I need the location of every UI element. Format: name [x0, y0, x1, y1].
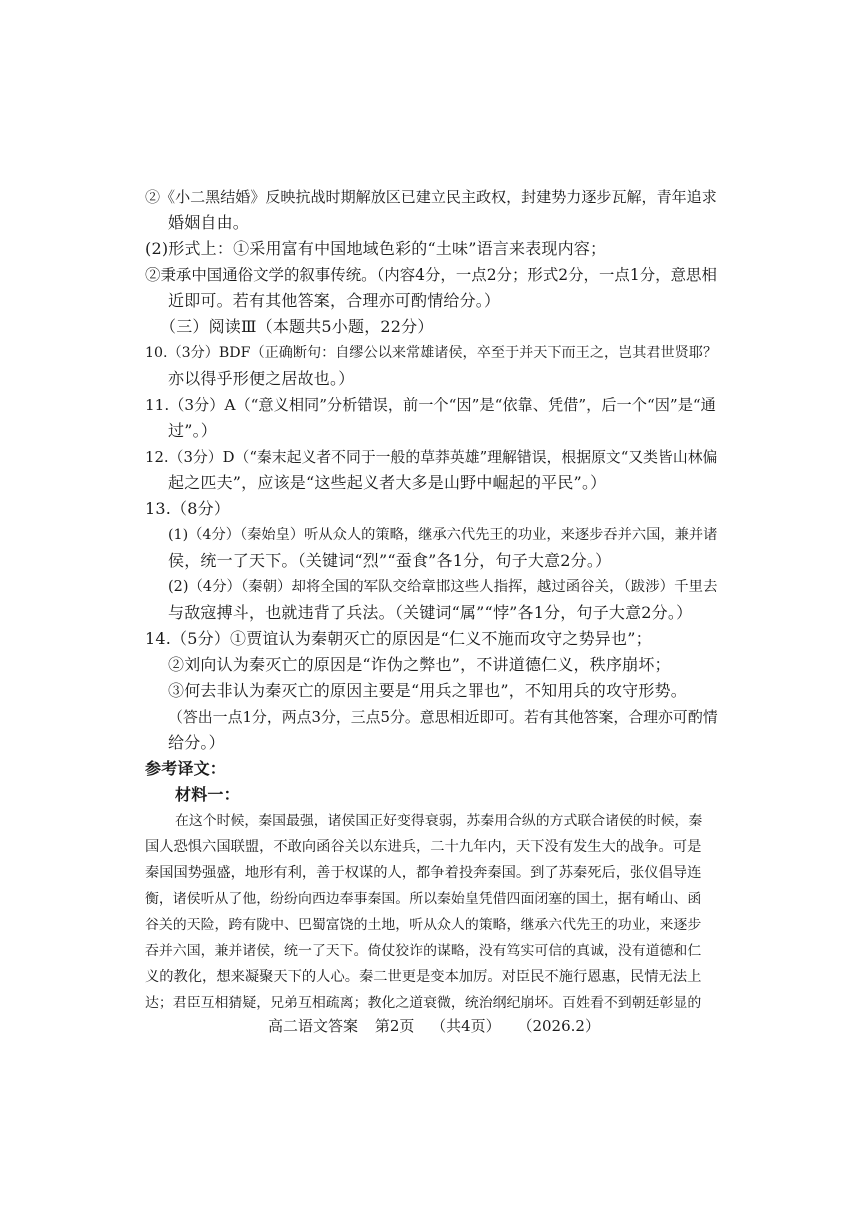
- translation-heading: 参考译文：: [145, 759, 227, 778]
- answer-line: 近即可。若有其他答案，合理亦可酌情给分。）: [168, 291, 501, 310]
- answer-line: ②秉承中国通俗文学的叙事传统。（内容4分，一点2分；形式2分，一点1分，意思相: [145, 266, 717, 284]
- translation-line: 秦国国势强盛，地形有利，善于权谋的人，都争着投奔秦国。到了苏秦死后，张仪倡导连: [145, 865, 702, 881]
- question-13-1: (1)（4分）（秦始皇）听从众人的策略，继承六代先王的功业，来逐步吞并六国，兼并诸: [168, 527, 718, 543]
- translation-line: 衡，诸侯听从了他，纷纷向西边奉事秦国。所以秦始皇凭借四面闭塞的国土，据有崤山、函: [145, 891, 702, 907]
- translation-line: 国人恐惧六国联盟，不敢向函谷关以东进兵，二十九年内，天下没有发生大的战争。可是: [145, 839, 702, 855]
- section-heading: （三）阅读Ⅲ（本题共5小题，22分）: [160, 317, 434, 336]
- question-13-2-cont: 与敌寇搏斗，也就违背了兵法。（关键词“属”“悖”各1分，句子大意2分。）: [168, 603, 693, 622]
- translation-line: 吞并六国，兼并诸侯，统一了天下。倚仗狡诈的谋略，没有笃实可信的真诚，没有道德和仁: [145, 943, 702, 959]
- question-14: 14.（5分）①贾谊认为秦朝灭亡的原因是“仁义不施而攻守之势异也”；: [145, 629, 652, 648]
- question-10: 10.（3分）BDF（正确断句：自缪公以来常雄诸侯，卒至于并天下而王之，岂其君世贤耶？: [145, 345, 718, 361]
- question-13-2: (2)（4分）（秦朝）却将全国的军队交给章邯这些人指挥，越过函谷关，（跋涉）千里去: [168, 579, 718, 595]
- translation-line: 达；君臣互相猜疑，兄弟互相疏离；教化之道衰微，统治纲纪崩坏。百姓看不到朝廷彰显的: [145, 995, 702, 1011]
- question-13: 13.（8分）: [145, 499, 231, 518]
- answer-line: (2)形式上：①采用富有中国地域色彩的“土味”语言来表现内容；: [145, 239, 607, 258]
- question-14-scoring: （答出一点1分，两点3分，三点5分。意思相近即可。若有其他答案，合理亦可酌情: [168, 708, 718, 726]
- footer-subject: 高二语文答案: [268, 1017, 359, 1035]
- material-label: 材料一：: [175, 785, 240, 804]
- question-11: 11.（3分）A（“意义相同”分析错误，前一个“因”是“依靠、凭借”，后一个“因”是“通: [145, 396, 716, 414]
- question-14-scoring-cont: 给分。）: [168, 733, 225, 752]
- answer-line: 婚姻自由。: [168, 213, 250, 232]
- question-11-cont: 过”。）: [168, 421, 217, 440]
- question-10-cont: 亦以得乎形便之居故也。）: [168, 369, 355, 388]
- question-12-cont: 起之匹夫”，应该是“这些起义者大多是山野中崛起的平民”。）: [168, 473, 607, 492]
- translation-line: 义的教化，想来凝聚天下的人心。秦二世更是变本加厉。对臣民不施行恩惠，民情无法上: [145, 969, 702, 985]
- question-13-1-cont: 侯，统一了天下。（关键词“烈”“蚕食”各1分，句子大意2分。）: [168, 551, 612, 570]
- translation-line: 在这个时候，秦国最强，诸侯国正好变得衰弱，苏秦用合纵的方式联合诸侯的时候，秦: [175, 813, 703, 829]
- footer-total-pages: （共4页）: [431, 1017, 501, 1035]
- question-14-point-2: ②刘向认为秦灭亡的原因是“诈伪之弊也”，不讲道德仁义，秩序崩坏；: [168, 655, 671, 674]
- question-12: 12.（3分）D（“秦末起义者不同于一般的草莽英雄”理解错误，根据原文“又类皆山林偏: [145, 448, 718, 466]
- answer-line: ②《小二黑结婚》反映抗战时期解放区已建立民主政权，封建势力逐步瓦解，青年追求: [145, 188, 717, 206]
- page-footer: [0, 1016, 868, 1036]
- footer-page-number: 第2页: [374, 1017, 415, 1035]
- question-14-point-3: ③何去非认为秦灭亡的原因主要是“用兵之罪也”，不知用兵的攻守形势。: [168, 681, 687, 700]
- footer-date: （2026.2）: [517, 1017, 600, 1035]
- translation-line: 谷关的天险，跨有陇中、巴蜀富饶的土地，听从众人的策略，继承六代先王的功业，来逐步: [145, 917, 702, 933]
